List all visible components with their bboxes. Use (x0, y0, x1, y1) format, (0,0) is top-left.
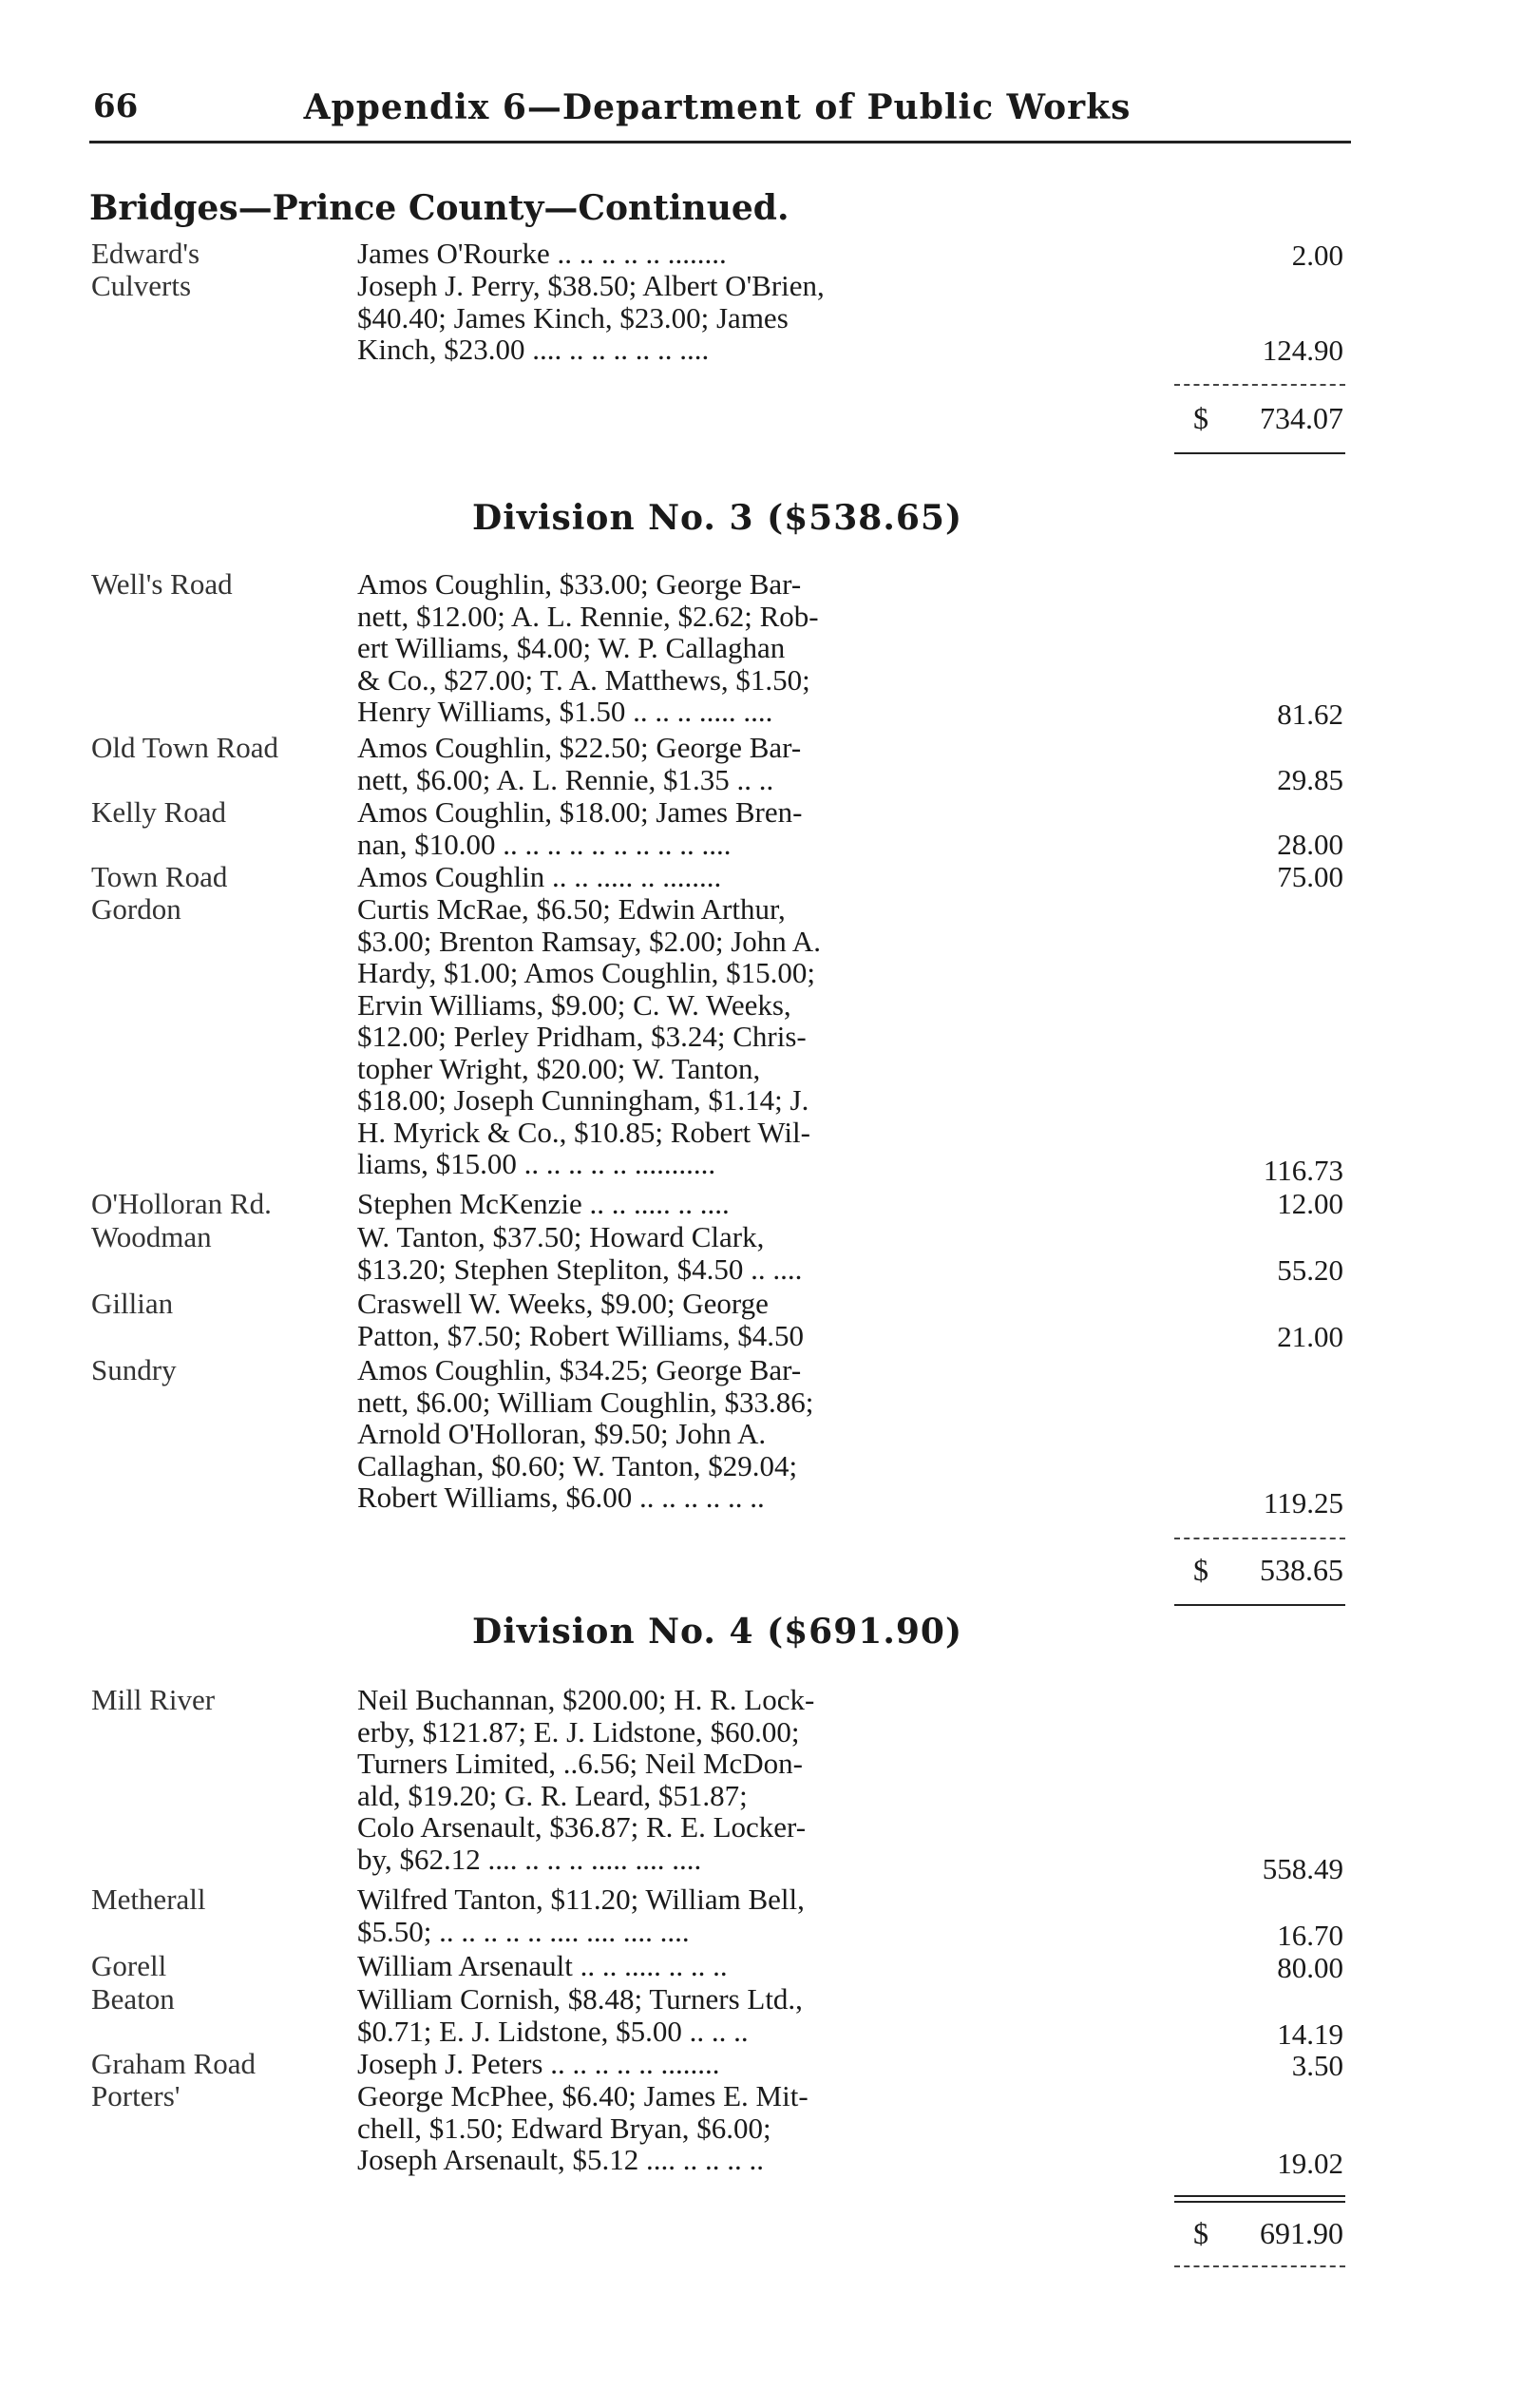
entry-label: Woodman (91, 1220, 212, 1253)
entry-amount: 55.20 (1277, 1253, 1343, 1287)
entry-label: Gillian (91, 1287, 174, 1320)
entry-amount: 124.90 (1262, 334, 1343, 367)
description-line: William Arsenault .. .. ..... .. .. .. (357, 1949, 728, 1982)
page-number: 66 (93, 87, 139, 125)
entry-label: Sundry (91, 1353, 177, 1386)
description-line: Amos Coughlin, $18.00; James Bren- (357, 795, 803, 829)
description-line: Robert Williams, $6.00 .. .. .. .. .. .. (357, 1481, 765, 1514)
entry-description (357, 1684, 999, 1875)
running-title: Appendix 6—Department of Public Works (303, 87, 1132, 127)
entry-description (357, 861, 999, 893)
entry-amount: 116.73 (1263, 1154, 1343, 1187)
description-line: William Cornish, $8.48; Turners Ltd., (357, 1982, 803, 2016)
entry-label: Gorell (91, 1949, 167, 1982)
subtotal-rule (1174, 2201, 1345, 2203)
total-value: 691.90 (1260, 2216, 1343, 2250)
division-4-heading: Division No. 4 ($691.90) (472, 1612, 962, 1652)
description-line: $40.40; James Kinch, $23.00; James (357, 300, 789, 334)
description-line: ald, $19.20; G. R. Leard, $51.87; (357, 1778, 748, 1812)
description-line: Henry Williams, $1.50 .. .. .. ..... .... (357, 695, 773, 728)
currency-symbol: $ (1193, 401, 1208, 435)
description-line: Wilfred Tanton, $11.20; William Bell, (357, 1882, 805, 1916)
description-line: topher Wright, $20.00; W. Tanton, (357, 1051, 761, 1085)
currency-symbol: $ (1193, 1553, 1208, 1587)
description-line: Amos Coughlin .. .. ..... .. ........ (357, 860, 722, 893)
subtotal-rule (1174, 384, 1345, 386)
total-rule (1174, 2265, 1345, 2267)
entry-label: Porters' (91, 2079, 181, 2112)
entry-description (357, 1883, 999, 1947)
entry-label: Beaton (91, 1982, 175, 2016)
entry-description (357, 1188, 999, 1220)
entry-amount: 14.19 (1277, 2017, 1343, 2051)
description-line: nan, $10.00 .. .. .. .. .. .. .. .. .. .... (357, 827, 732, 861)
entry-amount: 2.00 (1291, 239, 1343, 272)
description-line: George McPhee, $6.40; James E. Mit- (357, 2079, 809, 2112)
section-title: Bridges—Prince County—Continued. (89, 188, 790, 228)
subtotal-rule (1174, 2195, 1345, 2197)
entry-amount: 81.62 (1277, 698, 1343, 731)
description-line: Amos Coughlin, $34.25; George Bar- (357, 1353, 802, 1386)
description-line: $13.20; Stephen Stepliton, $4.50 .. .... (357, 1252, 803, 1286)
entry-label: Old Town Road (91, 731, 279, 764)
entry-amount: 29.85 (1277, 763, 1343, 796)
entry-description (357, 238, 999, 270)
total-rule (1174, 452, 1345, 454)
description-line: W. Tanton, $37.50; Howard Clark, (357, 1220, 765, 1253)
description-line: Craswell W. Weeks, $9.00; George (357, 1287, 769, 1320)
total-rule (1174, 1604, 1345, 1606)
subtotal-rule (1174, 1538, 1345, 1539)
entry-label: Gordon (91, 892, 181, 926)
description-line: liams, $15.00 .. .. .. .. .. ........... (357, 1147, 716, 1180)
description-line: Neil Buchannan, $200.00; H. R. Lock- (357, 1683, 815, 1716)
description-line: Ervin Williams, $9.00; C. W. Weeks, (357, 987, 791, 1022)
entry-description (357, 270, 999, 366)
entry-amount: 16.70 (1277, 1919, 1343, 1952)
currency-symbol: $ (1193, 2216, 1208, 2250)
description-line: chell, $1.50; Edward Bryan, $6.00; (357, 2111, 771, 2145)
description-line: Curtis McRae, $6.50; Edwin Arthur, (357, 892, 786, 926)
description-line: $0.71; E. J. Lidstone, $5.00 .. .. .. (357, 2014, 749, 2048)
description-line: Kinch, $23.00 .... .. .. .. .. .. .... (357, 333, 710, 366)
description-line: Amos Coughlin, $33.00; George Bar- (357, 567, 802, 601)
entry-label: Mill River (91, 1683, 216, 1716)
entry-amount: 21.00 (1277, 1320, 1343, 1353)
entry-label: Well's Road (91, 567, 233, 601)
entry-label: Edward's Culverts (91, 237, 200, 302)
division-3-heading: Division No. 3 ($538.65) (472, 498, 962, 538)
description-line: $5.50; .. .. .. .. .. .... .... .... .... (357, 1914, 690, 1948)
entry-label: Kelly Road (91, 795, 227, 829)
description-line: Amos Coughlin, $22.50; George Bar- (357, 731, 802, 764)
entry-amount: 119.25 (1263, 1486, 1343, 1519)
description-line: & Co., $27.00; T. A. Matthews, $1.50; (357, 662, 810, 697)
description-line: nett, $12.00; A. L. Rennie, $2.62; Rob- (357, 599, 819, 633)
entry-amount: 12.00 (1277, 1187, 1343, 1220)
entry-label: Graham Road (91, 2047, 257, 2080)
entry-label: O'Holloran Rd. (91, 1187, 272, 1220)
description-line: nett, $6.00; William Coughlin, $33.86; (357, 1385, 814, 1419)
total-value: 734.07 (1260, 401, 1343, 435)
description-line: Turners Limited, ..6.56; Neil McDon- (357, 1747, 803, 1780)
description-line: ert Williams, $4.00; W. P. Callaghan (357, 631, 786, 664)
page-header (89, 87, 1345, 135)
entry-amount: 75.00 (1277, 860, 1343, 893)
description-line: Joseph J. Peters .. .. .. .. .. ........ (357, 2047, 720, 2080)
total-value: 538.65 (1260, 1553, 1343, 1587)
entry-description (357, 2080, 999, 2176)
entry-description (357, 1983, 999, 2047)
description-line: $12.00; Perley Pridham, $3.24; Chris- (357, 1020, 807, 1053)
description-line: H. Myrick & Co., $10.85; Robert Wil- (357, 1115, 810, 1149)
entry-amount: 28.00 (1277, 828, 1343, 861)
description-line: Stephen McKenzie .. .. ..... .. .... (357, 1187, 730, 1220)
description-line: Hardy, $1.00; Amos Coughlin, $15.00; (357, 956, 815, 989)
description-line: by, $62.12 .... .. .. .. ..... .... .... (357, 1842, 702, 1876)
description-line: Callaghan, $0.60; W. Tanton, $29.04; (357, 1448, 798, 1482)
entry-label: Town Road (91, 860, 228, 893)
entry-amount: 558.49 (1262, 1852, 1343, 1885)
entry-description (357, 796, 999, 860)
description-line: James O'Rourke .. .. .. .. .. ........ (357, 237, 727, 270)
entry-description (357, 893, 999, 1180)
description-line: Joseph J. Perry, $38.50; Albert O'Brien, (357, 269, 825, 302)
entry-description (357, 732, 999, 795)
entry-description (357, 1288, 999, 1351)
entry-amount: 3.50 (1291, 2049, 1343, 2082)
description-line: Arnold O'Holloran, $9.50; John A. (357, 1417, 767, 1450)
entry-description (357, 1950, 999, 1982)
entry-description (357, 1221, 999, 1285)
header-rule (89, 141, 1351, 143)
entry-description (357, 568, 999, 728)
description-line: erby, $121.87; E. J. Lidstone, $60.00; (357, 1714, 800, 1749)
entry-label: Metherall (91, 1882, 206, 1916)
description-line: Colo Arsenault, $36.87; R. E. Locker- (357, 1810, 807, 1844)
description-line: Patton, $7.50; Robert Williams, $4.50 (357, 1318, 805, 1352)
description-line: $3.00; Brenton Ramsay, $2.00; John A. (357, 924, 821, 958)
entry-description (357, 2048, 999, 2080)
description-line: $18.00; Joseph Cunningham, $1.14; J. (357, 1083, 809, 1117)
description-line: Joseph Arsenault, $5.12 .... .. .. .. .. (357, 2143, 764, 2176)
entry-description (357, 1354, 999, 1514)
description-line: nett, $6.00; A. L. Rennie, $1.35 .. .. (357, 762, 774, 796)
entry-amount: 19.02 (1277, 2147, 1343, 2180)
entry-amount: 80.00 (1277, 1951, 1343, 1984)
